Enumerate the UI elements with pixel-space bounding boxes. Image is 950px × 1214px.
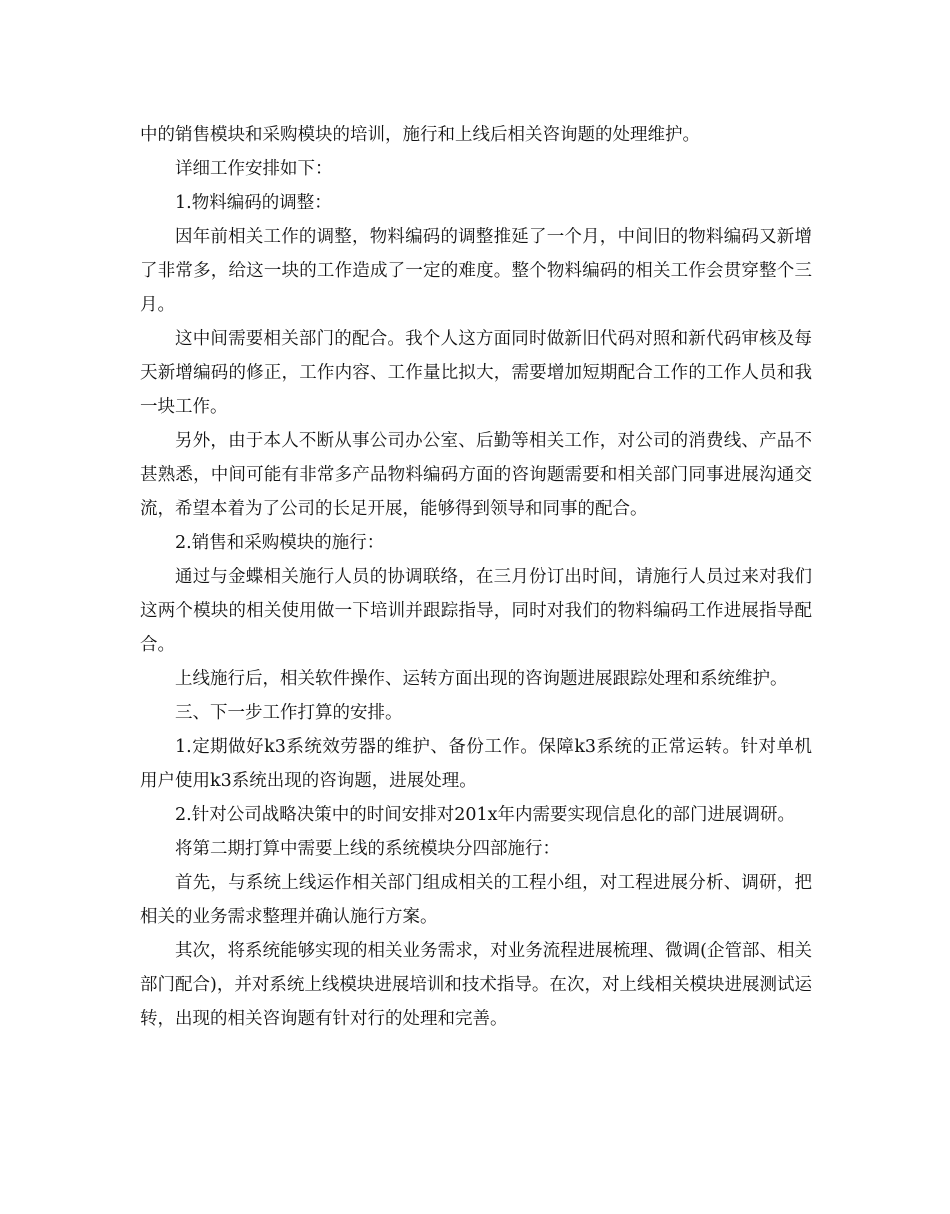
paragraph-9: 上线施行后，相关软件操作、运转方面出现的咨询题进展跟踪处理和系统维护。 bbox=[175, 669, 788, 689]
paragraph-2: 详细工作安排如下： bbox=[175, 159, 333, 179]
paragraph-8: 通过与金蝶相关施行人员的协调联络，在三月份订出时间，请施行人员过来对我们这两个模块的相关使用做一下培训并跟踪指导，同时对我们的物料编码工作进展指导配合。 bbox=[140, 567, 812, 655]
paragraph-3: 1.物料编码的调整： bbox=[175, 193, 332, 213]
paragraph-15: 其次，将系统能够实现的相关业务需求，对业务流程进展梳理、微调(企管部、相关部门配合)，并对系统上线模块进展培训和技术指导。在次，对上线相关模块进展测试运转，出现的相关咨询题有针对行的处理和完善。 bbox=[140, 941, 812, 1029]
paragraph-6: 另外，由于本人不断从事公司办公室、后勤等相关工作，对公司的消费线、产品不甚熟悉，中间可能有非常多产品物料编码方面的咨询题需要和相关部门同事进展沟通交流，希望本着为了公司的长足开展，能够得到领导和同事的配合。 bbox=[140, 431, 812, 519]
paragraph-13: 将第二期打算中需要上线的系统模块分四部施行： bbox=[175, 839, 560, 859]
paragraph-14: 首先，与系统上线运作相关部门组成相关的工程小组，对工程进展分析、调研，把相关的业务需求整理并确认施行方案。 bbox=[140, 873, 812, 927]
paragraph-12: 2.针对公司战略决策中的时间安排对201x年内需要实现信息化的部门进展调研。 bbox=[175, 805, 795, 825]
document-body bbox=[140, 118, 812, 1036]
paragraph-7: 2.销售和采购模块的施行： bbox=[175, 533, 385, 553]
paragraph-11: 1.定期做好k3系统效劳器的维护、备份工作。保障k3系统的正常运转。针对单机用户使用k3系统出现的咨询题，进展处理。 bbox=[140, 737, 812, 791]
paragraph-4: 因年前相关工作的调整，物料编码的调整推延了一个月，中间旧的物料编码又新增了非常多，给这一块的工作造成了一定的难度。整个物料编码的相关工作会贯穿整个三月。 bbox=[140, 227, 812, 315]
paragraph-10: 三、下一步工作打算的安排。 bbox=[175, 703, 403, 723]
paragraph-5: 这中间需要相关部门的配合。我个人这方面同时做新旧代码对照和新代码审核及每天新增编码的修正，工作内容、工作量比拟大，需要增加短期配合工作的工作人员和我一块工作。 bbox=[140, 329, 812, 417]
paragraph-1: 中的销售模块和采购模块的培训，施行和上线后相关咨询题的处理维护。 bbox=[140, 125, 700, 145]
